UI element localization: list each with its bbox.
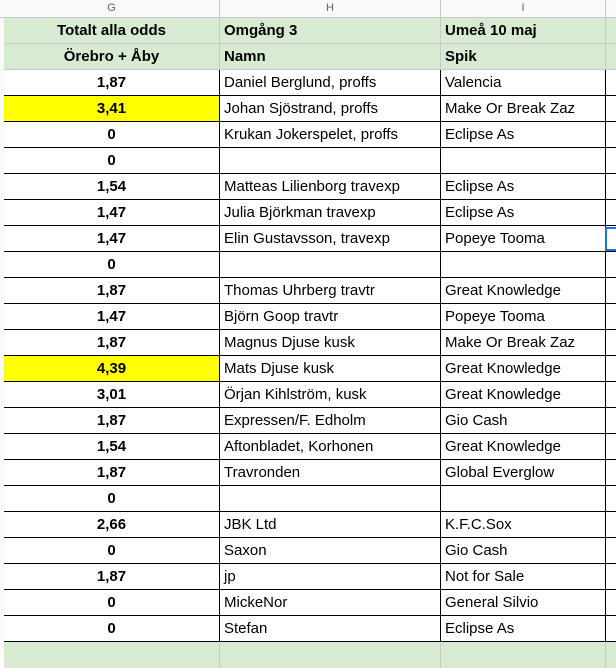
empty-cell[interactable]: [606, 200, 616, 226]
column-header-i[interactable]: I: [441, 0, 606, 17]
name-cell[interactable]: Örjan Kihlström, kusk: [220, 382, 441, 408]
header-cell-j2[interactable]: [606, 44, 616, 70]
odds-cell[interactable]: 0: [4, 148, 220, 174]
odds-cell[interactable]: 0: [4, 122, 220, 148]
odds-cell[interactable]: 4,39: [4, 356, 220, 382]
odds-cell[interactable]: 3,41: [4, 96, 220, 122]
empty-cell[interactable]: [606, 174, 616, 200]
spik-cell[interactable]: [441, 486, 606, 512]
odds-cell[interactable]: 1,87: [4, 70, 220, 96]
name-cell[interactable]: Johan Sjöstrand, proffs: [220, 96, 441, 122]
odds-cell[interactable]: 1,54: [4, 434, 220, 460]
spik-cell[interactable]: Eclipse As: [441, 174, 606, 200]
name-cell[interactable]: Thomas Uhrberg travtr: [220, 278, 441, 304]
spik-cell[interactable]: Popeye Tooma: [441, 304, 606, 330]
name-cell[interactable]: Daniel Berglund, proffs: [220, 70, 441, 96]
header-cell-umea[interactable]: Umeå 10 maj: [441, 18, 606, 44]
name-cell[interactable]: JBK Ltd: [220, 512, 441, 538]
name-cell[interactable]: Saxon: [220, 538, 441, 564]
empty-cell[interactable]: [606, 122, 616, 148]
name-cell[interactable]: jp: [220, 564, 441, 590]
odds-cell[interactable]: 1,87: [4, 408, 220, 434]
spik-cell[interactable]: Eclipse As: [441, 200, 606, 226]
odds-cell[interactable]: 0: [4, 616, 220, 642]
spik-cell[interactable]: Not for Sale: [441, 564, 606, 590]
column-header-g[interactable]: G: [4, 0, 220, 17]
spik-cell[interactable]: Make Or Break Zaz: [441, 330, 606, 356]
odds-cell[interactable]: 1,87: [4, 278, 220, 304]
odds-cell[interactable]: 1,54: [4, 174, 220, 200]
header-cell-namn[interactable]: Namn: [220, 44, 441, 70]
selected-cell-outline: [605, 227, 616, 251]
empty-cell[interactable]: [606, 434, 616, 460]
spik-cell[interactable]: Make Or Break Zaz: [441, 96, 606, 122]
empty-cell[interactable]: [606, 330, 616, 356]
header-cell-j[interactable]: [606, 18, 616, 44]
empty-cell[interactable]: [4, 642, 220, 668]
empty-cell[interactable]: [606, 278, 616, 304]
spik-cell[interactable]: Great Knowledge: [441, 382, 606, 408]
name-cell[interactable]: Matteas Lilienborg travexp: [220, 174, 441, 200]
odds-cell[interactable]: 1,47: [4, 304, 220, 330]
odds-cell[interactable]: 0: [4, 590, 220, 616]
odds-cell[interactable]: 1,87: [4, 460, 220, 486]
empty-cell[interactable]: [606, 642, 616, 668]
name-cell[interactable]: Mats Djuse kusk: [220, 356, 441, 382]
name-cell[interactable]: Expressen/F. Edholm: [220, 408, 441, 434]
name-cell[interactable]: Björn Goop travtr: [220, 304, 441, 330]
odds-cell[interactable]: 1,47: [4, 200, 220, 226]
header-cell-spik[interactable]: Spik: [441, 44, 606, 70]
empty-cell[interactable]: [220, 642, 441, 668]
empty-cell[interactable]: [606, 70, 616, 96]
empty-cell[interactable]: [606, 382, 616, 408]
column-header-bar: [0, 0, 616, 18]
spik-cell[interactable]: Valencia: [441, 70, 606, 96]
spik-cell[interactable]: Great Knowledge: [441, 356, 606, 382]
empty-cell[interactable]: [606, 486, 616, 512]
name-cell[interactable]: Krukan Jokerspelet, proffs: [220, 122, 441, 148]
empty-cell[interactable]: [606, 512, 616, 538]
empty-cell[interactable]: [606, 356, 616, 382]
odds-cell[interactable]: 0: [4, 538, 220, 564]
odds-cell[interactable]: 1,87: [4, 330, 220, 356]
column-header-h[interactable]: H: [220, 0, 441, 17]
spik-cell[interactable]: Gio Cash: [441, 538, 606, 564]
empty-cell[interactable]: [606, 252, 616, 278]
name-cell[interactable]: MickeNor: [220, 590, 441, 616]
name-cell[interactable]: [220, 148, 441, 174]
empty-cell[interactable]: [606, 460, 616, 486]
spik-cell[interactable]: Gio Cash: [441, 408, 606, 434]
odds-cell[interactable]: 0: [4, 252, 220, 278]
empty-cell[interactable]: [441, 642, 606, 668]
name-cell[interactable]: [220, 252, 441, 278]
header-cell-totalt[interactable]: Totalt alla odds: [4, 18, 220, 44]
spik-cell[interactable]: Great Knowledge: [441, 278, 606, 304]
spik-cell[interactable]: Great Knowledge: [441, 434, 606, 460]
name-cell[interactable]: Elin Gustavsson, travexp: [220, 226, 441, 252]
empty-cell[interactable]: [606, 304, 616, 330]
header-cell-orebro[interactable]: Örebro + Åby: [4, 44, 220, 70]
spik-cell[interactable]: Eclipse As: [441, 122, 606, 148]
spik-cell[interactable]: K.F.C.Sox: [441, 512, 606, 538]
empty-cell[interactable]: [606, 96, 616, 122]
odds-cell[interactable]: 3,01: [4, 382, 220, 408]
name-cell[interactable]: Travronden: [220, 460, 441, 486]
odds-cell[interactable]: 0: [4, 486, 220, 512]
header-cell-omgang[interactable]: Omgång 3: [220, 18, 441, 44]
name-cell[interactable]: Julia Björkman travexp: [220, 200, 441, 226]
spik-cell[interactable]: Popeye Tooma: [441, 226, 606, 252]
empty-cell[interactable]: [606, 616, 616, 642]
empty-cell[interactable]: [606, 538, 616, 564]
name-cell[interactable]: Magnus Djuse kusk: [220, 330, 441, 356]
odds-cell[interactable]: 1,47: [4, 226, 220, 252]
odds-cell[interactable]: 2,66: [4, 512, 220, 538]
name-cell[interactable]: Stefan: [220, 616, 441, 642]
spik-cell[interactable]: Eclipse As: [441, 616, 606, 642]
empty-cell[interactable]: [606, 564, 616, 590]
empty-cell[interactable]: [606, 148, 616, 174]
name-cell[interactable]: Aftonbladet, Korhonen: [220, 434, 441, 460]
spik-cell[interactable]: [441, 148, 606, 174]
spik-cell[interactable]: Global Everglow: [441, 460, 606, 486]
spik-cell[interactable]: General Silvio: [441, 590, 606, 616]
name-cell[interactable]: [220, 486, 441, 512]
empty-cell[interactable]: [606, 408, 616, 434]
spik-cell[interactable]: [441, 252, 606, 278]
empty-cell[interactable]: [606, 590, 616, 616]
odds-cell[interactable]: 1,87: [4, 564, 220, 590]
